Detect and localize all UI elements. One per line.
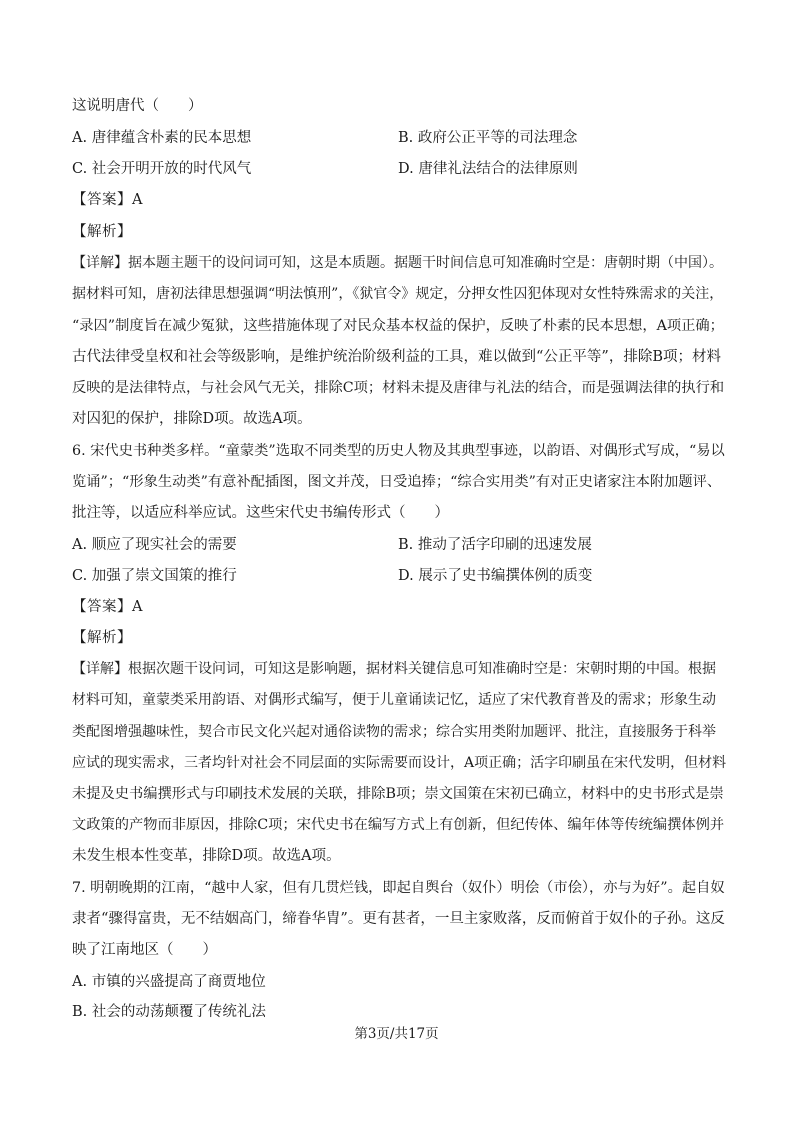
q6-option-c: C. 加强了崇文国策的推行: [72, 568, 237, 584]
page-number: 第3页/共17页: [354, 1026, 439, 1042]
q7-stem-line: 7. 明朝晚期的江南，“越中人家，但有几贯烂钱，即起自舆台（奴仆）明侩（市侩），亦与为好”。起自奴: [72, 880, 725, 896]
q5-option-d: D. 唐律礼法结合的法律原则: [398, 161, 578, 177]
q6-stem-line: 批注等，以适应科举应试。这些宋代史书编传形式（ ）: [72, 505, 449, 521]
q6-analysis-label: 【解析】: [72, 630, 132, 646]
q5-detail-line: 【详解】据本题主题干的设问词可知，这是本质题。据题干时间信息可知准确时空是：唐朝时期（中国）。: [72, 255, 723, 271]
q7-stem-line: 映了江南地区（ ）: [72, 942, 217, 958]
q6-detail-line: 文政策的产物而非原因，排除C项；宋代史书在编写方式上有创新，但纪传体、编年体等传统编撰体例并: [72, 817, 725, 833]
q5-detail-line: 据材料可知，唐初法律思想强调“明法慎刑”，《狱官令》规定，分押女性囚犯体现对女性特殊需求的关注，: [72, 286, 724, 302]
q6-option-d: D. 展示了史书编撰体例的质变: [398, 568, 593, 584]
q6-stem-line: 览诵”；“形象生动类”有意补配插图，图文并茂，日受追捧；“综合实用类”有对正史诸家注本附加题评、: [72, 474, 722, 490]
q6-answer: 【答案】A: [72, 599, 143, 615]
q5-detail-line: 对囚犯的保护，排除D项。故选A项。: [72, 411, 312, 427]
q6-detail-line: 未提及史书编撰形式与印刷技术发展的关联，排除B项；崇文国策在宋初已确立，材料中的史书形式是崇: [72, 786, 724, 802]
q6-option-b: B. 推动了活字印刷的迅速发展: [398, 537, 592, 553]
q5-option-c: C. 社会开明开放的时代风气: [72, 161, 252, 177]
q5-answer: 【答案】A: [72, 192, 143, 208]
q5-stem-end: 这说明唐代（ ）: [72, 98, 203, 114]
q6-detail-line: 类配图增强趣味性，契合市民文化兴起对通俗读物的需求；综合实用类附加题评、批注，直接服务于科举: [72, 724, 716, 740]
q6-option-a: A. 顺应了现实社会的需要: [72, 537, 237, 553]
q7-stem-line: 隶者“骤得富贵，无不结姻高门，缔眷华胄”。更有甚者，一旦主家败落，反而俯首于奴仆的子孙。这反: [72, 911, 725, 927]
q6-detail-line: 应试的现实需求，三者均针对社会不同层面的实际需要而设计，A项正确；活字印刷虽在宋代发明，但材料: [72, 755, 727, 771]
q6-detail-line: 【详解】根据次题干设问词，可知这是影响题，据材料关键信息可知准确时空是：宋朝时期的中国。根据: [72, 661, 716, 677]
q6-stem-line: 6. 宋代史书种类多样。“童蒙类”选取不同类型的历史人物及其典型事迹，以韵语、对偶形式写成，“易以: [72, 443, 725, 459]
q5-analysis-label: 【解析】: [72, 224, 132, 240]
q5-detail-line: 反映的是法律特点，与社会风气无关，排除C项；材料未提及唐律与礼法的结合，而是强调法律的执行和: [72, 380, 725, 396]
q5-option-b: B. 政府公正平等的司法理念: [398, 130, 578, 146]
q7-option-a: A. 市镇的兴盛提高了商贾地位: [72, 974, 266, 990]
q6-detail-line: 材料可知，童蒙类采用韵语、对偶形式编写，便于儿童诵读记忆，适应了宋代教育普及的需求；形象生动: [72, 692, 716, 708]
q6-detail-line: 未发生根本性变革，排除D项。故选A项。: [72, 848, 341, 864]
q5-detail-line: 古代法律受皇权和社会等级影响，是维护统治阶级利益的工具，难以做到“公正平等”，排除B项；材料: [72, 349, 721, 365]
q5-option-a: A. 唐律蕴含朴素的民本思想: [72, 130, 252, 146]
q7-option-b: B. 社会的动荡颠覆了传统礼法: [72, 1004, 266, 1020]
q5-detail-line: “录囚”制度旨在减少冤狱，这些措施体现了对民众基本权益的保护，反映了朴素的民本思想，A项正确；: [72, 318, 724, 334]
